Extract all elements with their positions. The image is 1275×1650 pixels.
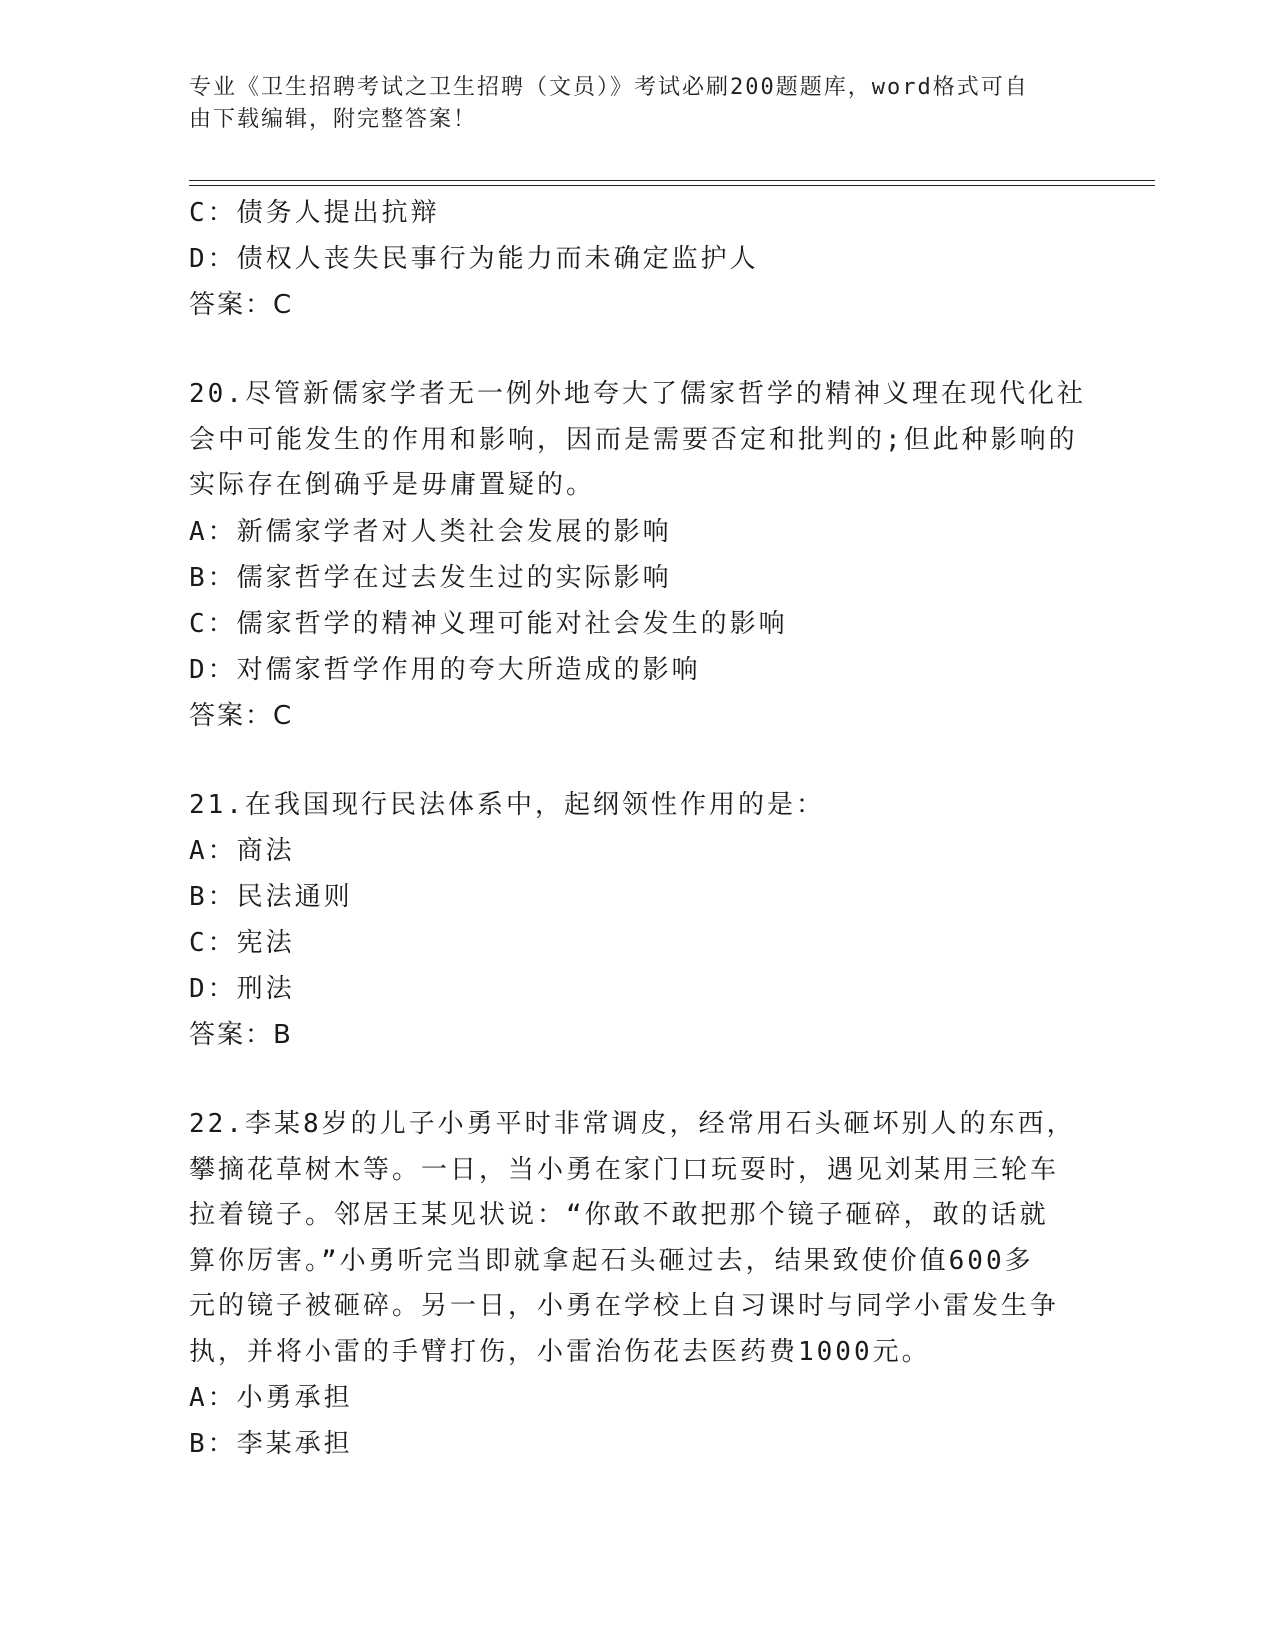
question-text-line: 算你厉害。”小勇听完当即就拿起石头砸过去，结果致使价值600多 — [189, 1245, 1034, 1276]
option-d: D：刑法 — [189, 974, 295, 1004]
question-text-line: 22.李某8岁的儿子小勇平时非常调皮，经常用石头砸坏别人的东西， — [189, 1109, 1076, 1139]
option-b: B：李某承担 — [189, 1429, 353, 1459]
option-a: A：新儒家学者对人类社会发展的影响 — [189, 516, 672, 547]
question-text-line: 拉着镜子。邻居王某见状说：“你敢不敢把那个镜子砸碎，敢的话就 — [189, 1200, 1049, 1230]
header-rule-top — [189, 180, 1155, 181]
answer-line: 答案：B — [189, 1020, 293, 1050]
document-header — [189, 72, 1089, 136]
option-a: A：商法 — [189, 836, 295, 866]
question-text-line: 元的镜子被砸碎。另一日，小勇在学校上自习课时与同学小雷发生争 — [189, 1291, 1060, 1321]
option-b: B：儒家哲学在过去发生过的实际影响 — [189, 562, 672, 593]
option-c: C：债务人提出抗辩 — [189, 198, 440, 228]
question-text-line: 实际存在倒确乎是毋庸置疑的。 — [189, 470, 596, 500]
header-line-2: 由下载编辑，附完整答案！ — [189, 107, 478, 132]
answer-line: 答案：C — [189, 700, 294, 731]
question-text-line: 20.尽管新儒家学者无一例外地夸大了儒家哲学的精神义理在现代化社 — [189, 379, 1086, 409]
question-21 — [189, 783, 1089, 1059]
option-c: C：儒家哲学的精神义理可能对社会发生的影响 — [189, 608, 788, 639]
option-d: D：对儒家哲学作用的夸大所造成的影响 — [189, 654, 701, 685]
question-22 — [189, 1102, 1089, 1467]
question-text-line: 21.在我国现行民法体系中，起纲领性作用的是： — [189, 789, 825, 820]
question-20 — [189, 372, 1089, 739]
header-rule-bottom — [189, 185, 1155, 186]
question-text-line: 攀摘花草树木等。一日，当小勇在家门口玩耍时，遇见刘某用三轮车 — [189, 1154, 1060, 1185]
question-19-tail — [189, 190, 1089, 328]
option-c: C：宪法 — [189, 928, 295, 958]
header-line-1: 专业《卫生招聘考试之卫生招聘（文员）》考试必刷200题题库，word格式可自 — [189, 75, 1029, 100]
option-a: A：小勇承担 — [189, 1383, 353, 1413]
document-body — [189, 190, 1089, 1467]
option-b: B：民法通则 — [189, 882, 353, 912]
answer-line: 答案：C — [189, 290, 294, 320]
question-text-line: 会中可能发生的作用和影响，因而是需要否定和批判的;但此种影响的 — [189, 424, 1078, 455]
option-d: D：债权人丧失民事行为能力而未确定监护人 — [189, 244, 759, 274]
question-text-line: 执，并将小雷的手臂打伤，小雷治伤花去医药费1000元。 — [189, 1336, 931, 1367]
